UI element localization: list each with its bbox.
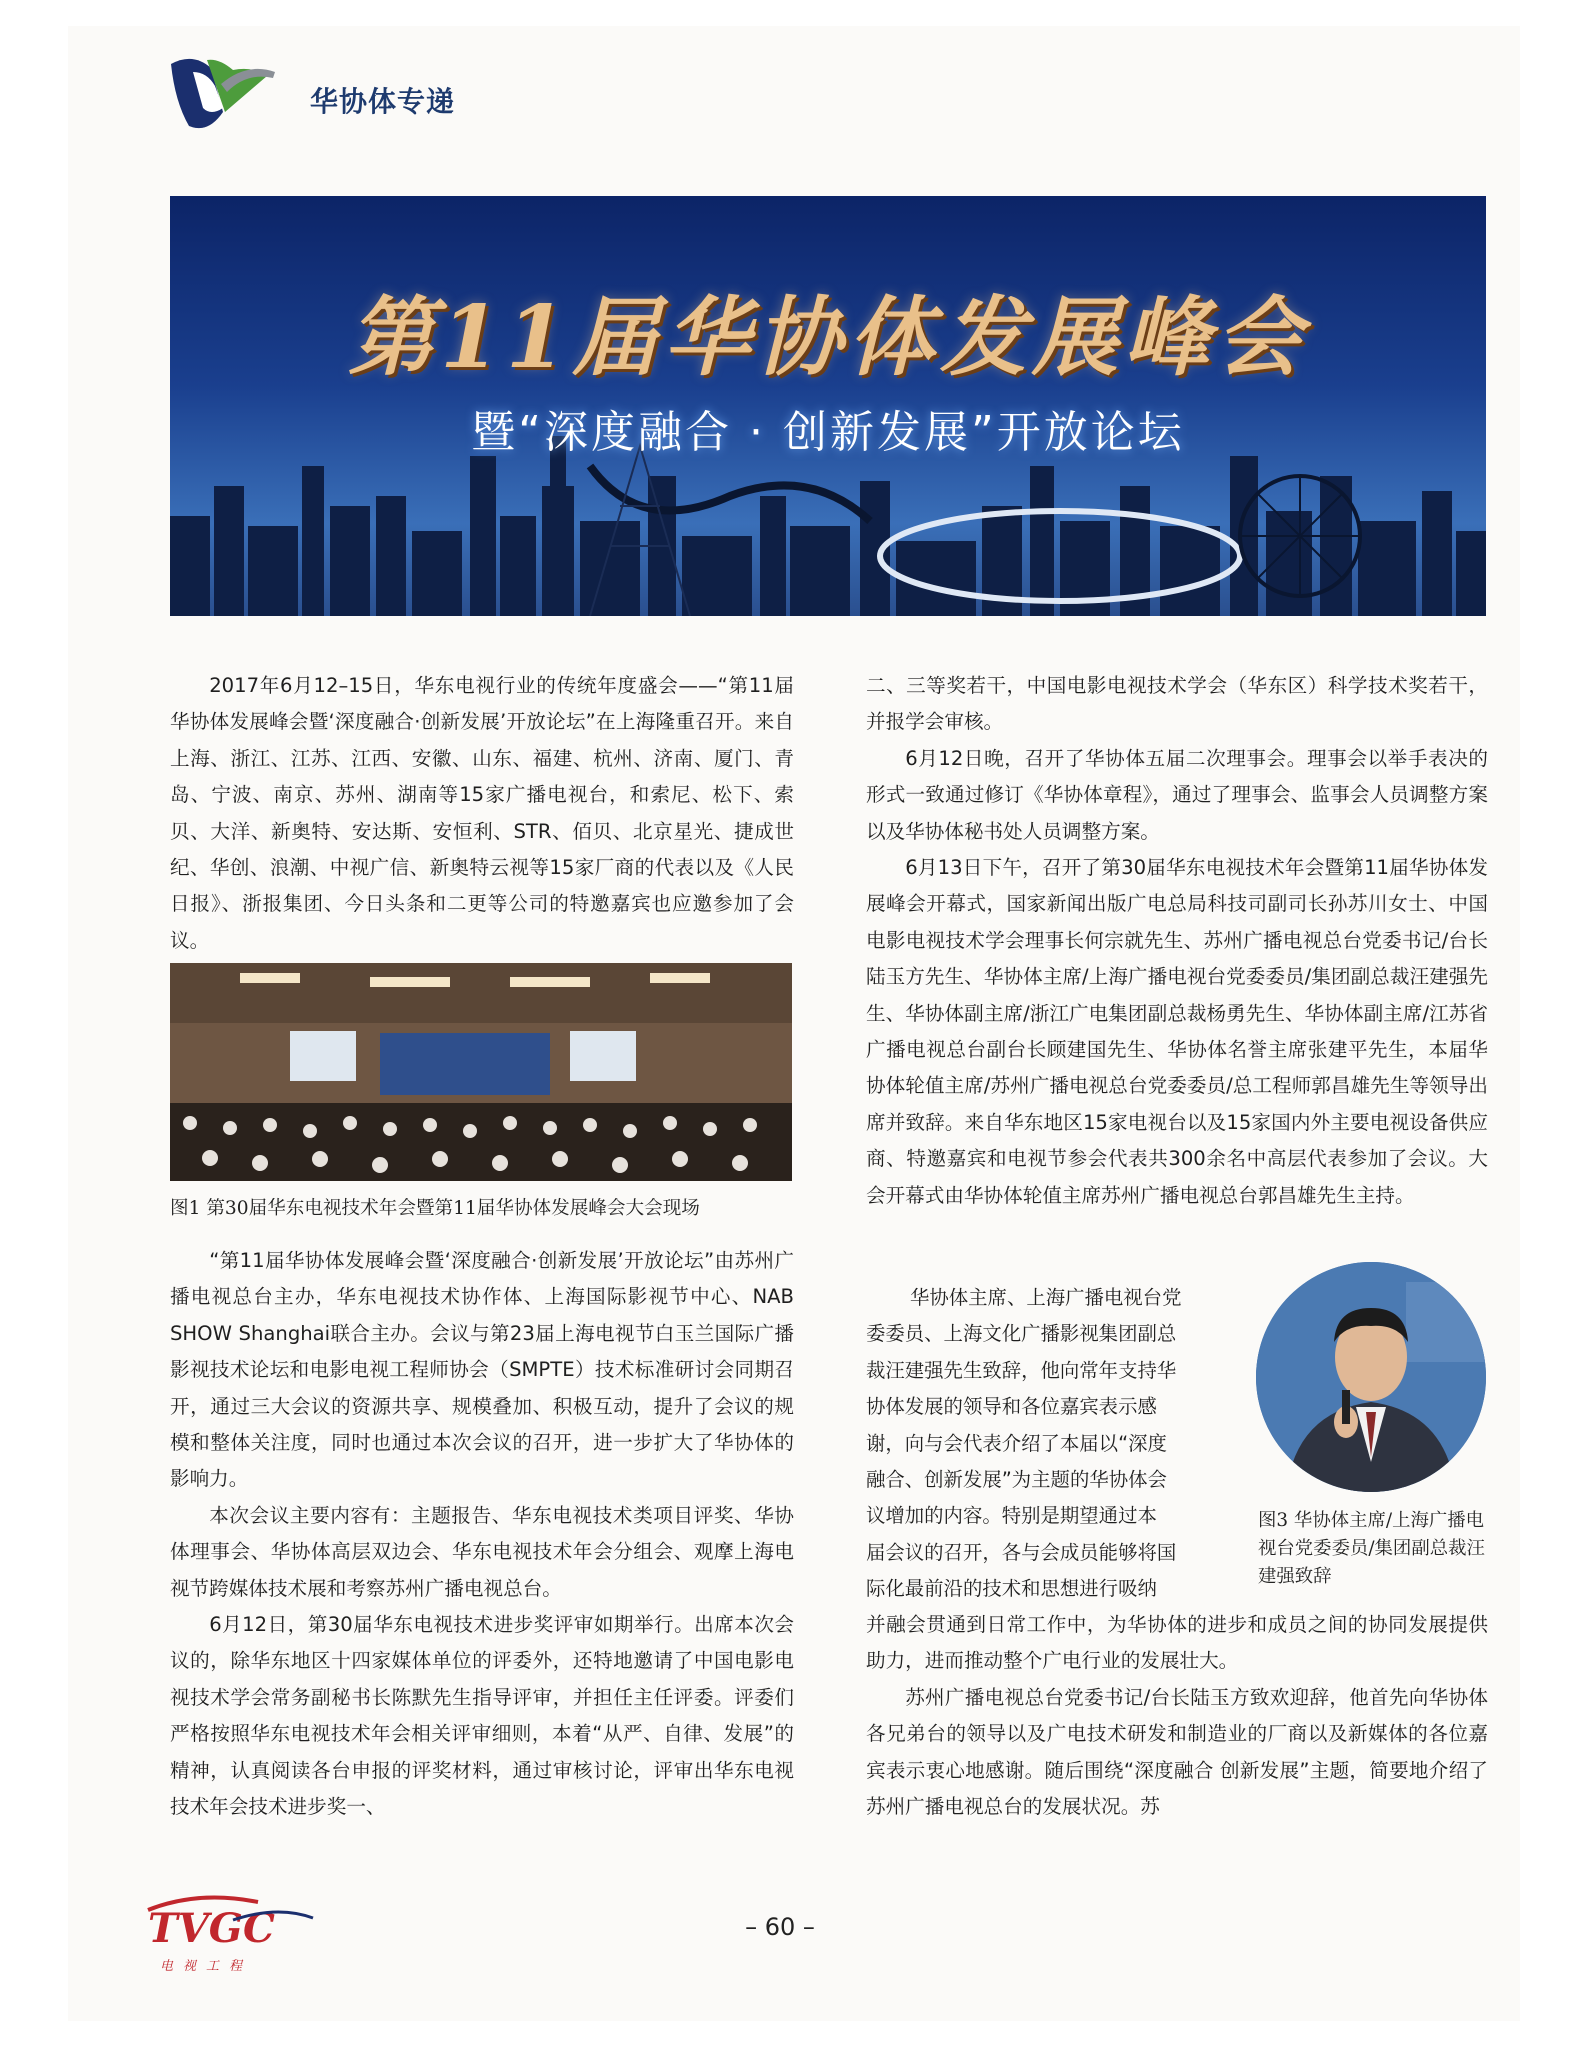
wrapped-line: 谢，向与会代表介绍了本届以“深度 bbox=[866, 1431, 1167, 1455]
wrapped-line: 议增加的内容。特别是期望通过本 bbox=[866, 1504, 1157, 1528]
wrapped-line: 届会议的召开，各与会成员能够将国 bbox=[866, 1540, 1177, 1564]
body-paragraph: “第11届华协体发展峰会暨‘深度融合·创新发展’开放论坛”由苏州广播电视总台主办，华东电视技术协作体、上海国际影视节中心、NAB SHOW Shanghai联合主办。会议与第23届上海电视节白玉兰国际广播影视技术论坛和电影电视工程师协会（SMPTE）技术标准研讨会同期召开，通过三大会议的资源共享、规模叠加、积极互动，提升了会议的规模和整体关注度，同时也通过本次会议的召开，进一步扩大了华协体的影响力。 bbox=[170, 1249, 794, 1491]
intro-paragraph: 2017年6月12–15日，华东电视行业的传统年度盛会——“第11届华协体发展峰会暨‘深度融合·创新发展’开放论坛”在上海隆重召开。来自上海、浙江、江苏、江西、安徽、山东、福建、杭州、济南、厦门、青岛、宁波、南京、苏州、湖南等15家广播电视台，和索尼、松下、索贝、大洋、新奥特、安达斯、安恒利、STR、佰贝、北京星光、捷成世纪、华创、浪潮、中视广信、新奥特云视等15家厂商的代表以及《人民日报》、浙报集团、今日头条和二更等公司的特邀嘉宾也应邀参加了会议。 bbox=[170, 674, 794, 952]
section-title: 华协体专递 bbox=[310, 85, 456, 118]
banner-subtitle: 暨“深度融合 · 创新发展”开放论坛 bbox=[471, 407, 1185, 458]
speaker-portrait bbox=[1256, 1262, 1486, 1492]
left-column-body bbox=[170, 1243, 794, 1826]
figure-1-caption: 图1 第30届华东电视技术年会暨第11届华协体发展峰会大会现场 bbox=[170, 1198, 700, 1219]
right-column-lower bbox=[866, 1607, 1488, 1825]
wrapped-line: 华协体主席、上海广播电视台党 bbox=[910, 1286, 1182, 1309]
body-paragraph-continued: 二、三等奖若干，中国电影电视技术学会（华东区）科学技术奖若干，并报学会审核。 bbox=[866, 674, 1488, 734]
wrapped-line: 裁汪建强先生致辞，他向常年支持华 bbox=[866, 1358, 1177, 1382]
body-paragraph: 6月12日晚，召开了华协体五届二次理事会。理事会以举手表决的形式一致通过修订《华协体章程》，通过了理事会、监事会人员调整方案以及华协体秘书处人员调整方案。 bbox=[866, 746, 1488, 843]
tvgc-logo-text: TVGC bbox=[148, 1905, 275, 1952]
figure-3-caption: 图3 华协体主席/上海广播电视台党委委员/集团副总裁汪建强致辞 bbox=[1258, 1510, 1485, 1587]
conference-hall-illustration bbox=[170, 963, 792, 1181]
body-paragraph: 苏州广播电视总台党委书记/台长陆玉方致欢迎辞，他首先向华协体各兄弟台的领导以及广电技术研发和制造业的厂商以及新媒体的各位嘉宾表示衷心地感谢。随后围绕“深度融合 创新发展”主题，简要地介绍了苏州广播电视总台的发展状况。苏 bbox=[866, 1685, 1488, 1819]
right-column-body bbox=[866, 668, 1488, 1214]
body-paragraph: 6月13日下午，召开了第30届华东电视技术年会暨第11届华协体发展峰会开幕式，国家新闻出版广电总局科技司副司长孙苏川女士、中国电影电视技术学会理事长何宗就先生、苏州广播电视总台党委书记/台长陆玉方先生、华协体主席/上海广播电视台党委委员/集团副总裁汪建强先生、华协体副主席/浙江广电集团副总裁杨勇先生、华协体副主席/江苏省广播电视总台副台长顾建国先生、华协体名誉主席张建平先生，本届华协体轮值主席/苏州广播电视总台党委委员/总工程师郭昌雄先生等领导出席并致辞。来自华东地区15家电视台以及15家国内外主要电视设备供应商、特邀嘉宾和电视节参会代表共300余名中高层代表参加了会议。大会开幕式由华协体轮值主席苏州广播电视总台郭昌雄先生主持。 bbox=[866, 856, 1488, 1207]
wrapped-line: 委委员、上海文化广播影视集团副总 bbox=[866, 1322, 1177, 1346]
tvgc-logo-subtitle: 电视工程 bbox=[160, 1959, 253, 1974]
wrapped-line: 协体发展的领导和各位嘉宾表示感 bbox=[866, 1395, 1157, 1419]
conference-hall-photo bbox=[170, 963, 792, 1181]
body-paragraph: 本次会议主要内容有：主题报告、华东电视技术类项目评奖、华协体理事会、华协体高层双边会、华东电视技术年会分组会、观摩上海电视节跨媒体技术展和考察苏州广播电视总台。 bbox=[170, 1503, 794, 1600]
body-paragraph: 6月12日，第30届华东电视技术进步奖评审如期举行。出席本次会议的，除华东地区十四家媒体单位的评委外，还特地邀请了中国电影电视技术学会常务副秘书长陈默先生指导评审，并担任主任评委。评委们严格按照华东电视技术年会相关评审细则，本着“从严、自律、发展”的精神，认真阅读各台申报的评奖材料，通过审核讨论，评审出华东电视技术年会技术进步奖一、 bbox=[170, 1613, 794, 1819]
body-paragraph-continued: 并融会贯通到日常工作中，为华协体的进步和成员之间的协同发展提供助力，进而推动整个广电行业的发展壮大。 bbox=[866, 1613, 1488, 1673]
summit-banner bbox=[170, 196, 1486, 616]
huaxieti-logo-icon bbox=[163, 42, 283, 142]
wrapped-text-block bbox=[866, 1280, 1232, 1608]
wrapped-line: 融合、创新发展”为主题的华协体会 bbox=[866, 1468, 1167, 1492]
speaker-illustration bbox=[1256, 1262, 1486, 1492]
banner-title: 第11届华协体发展峰会 bbox=[348, 287, 1308, 388]
left-column-intro bbox=[170, 668, 794, 959]
page-number: – 60 – bbox=[745, 1913, 815, 1941]
wrapped-line: 际化最前沿的技术和思想进行吸纳 bbox=[866, 1577, 1157, 1601]
